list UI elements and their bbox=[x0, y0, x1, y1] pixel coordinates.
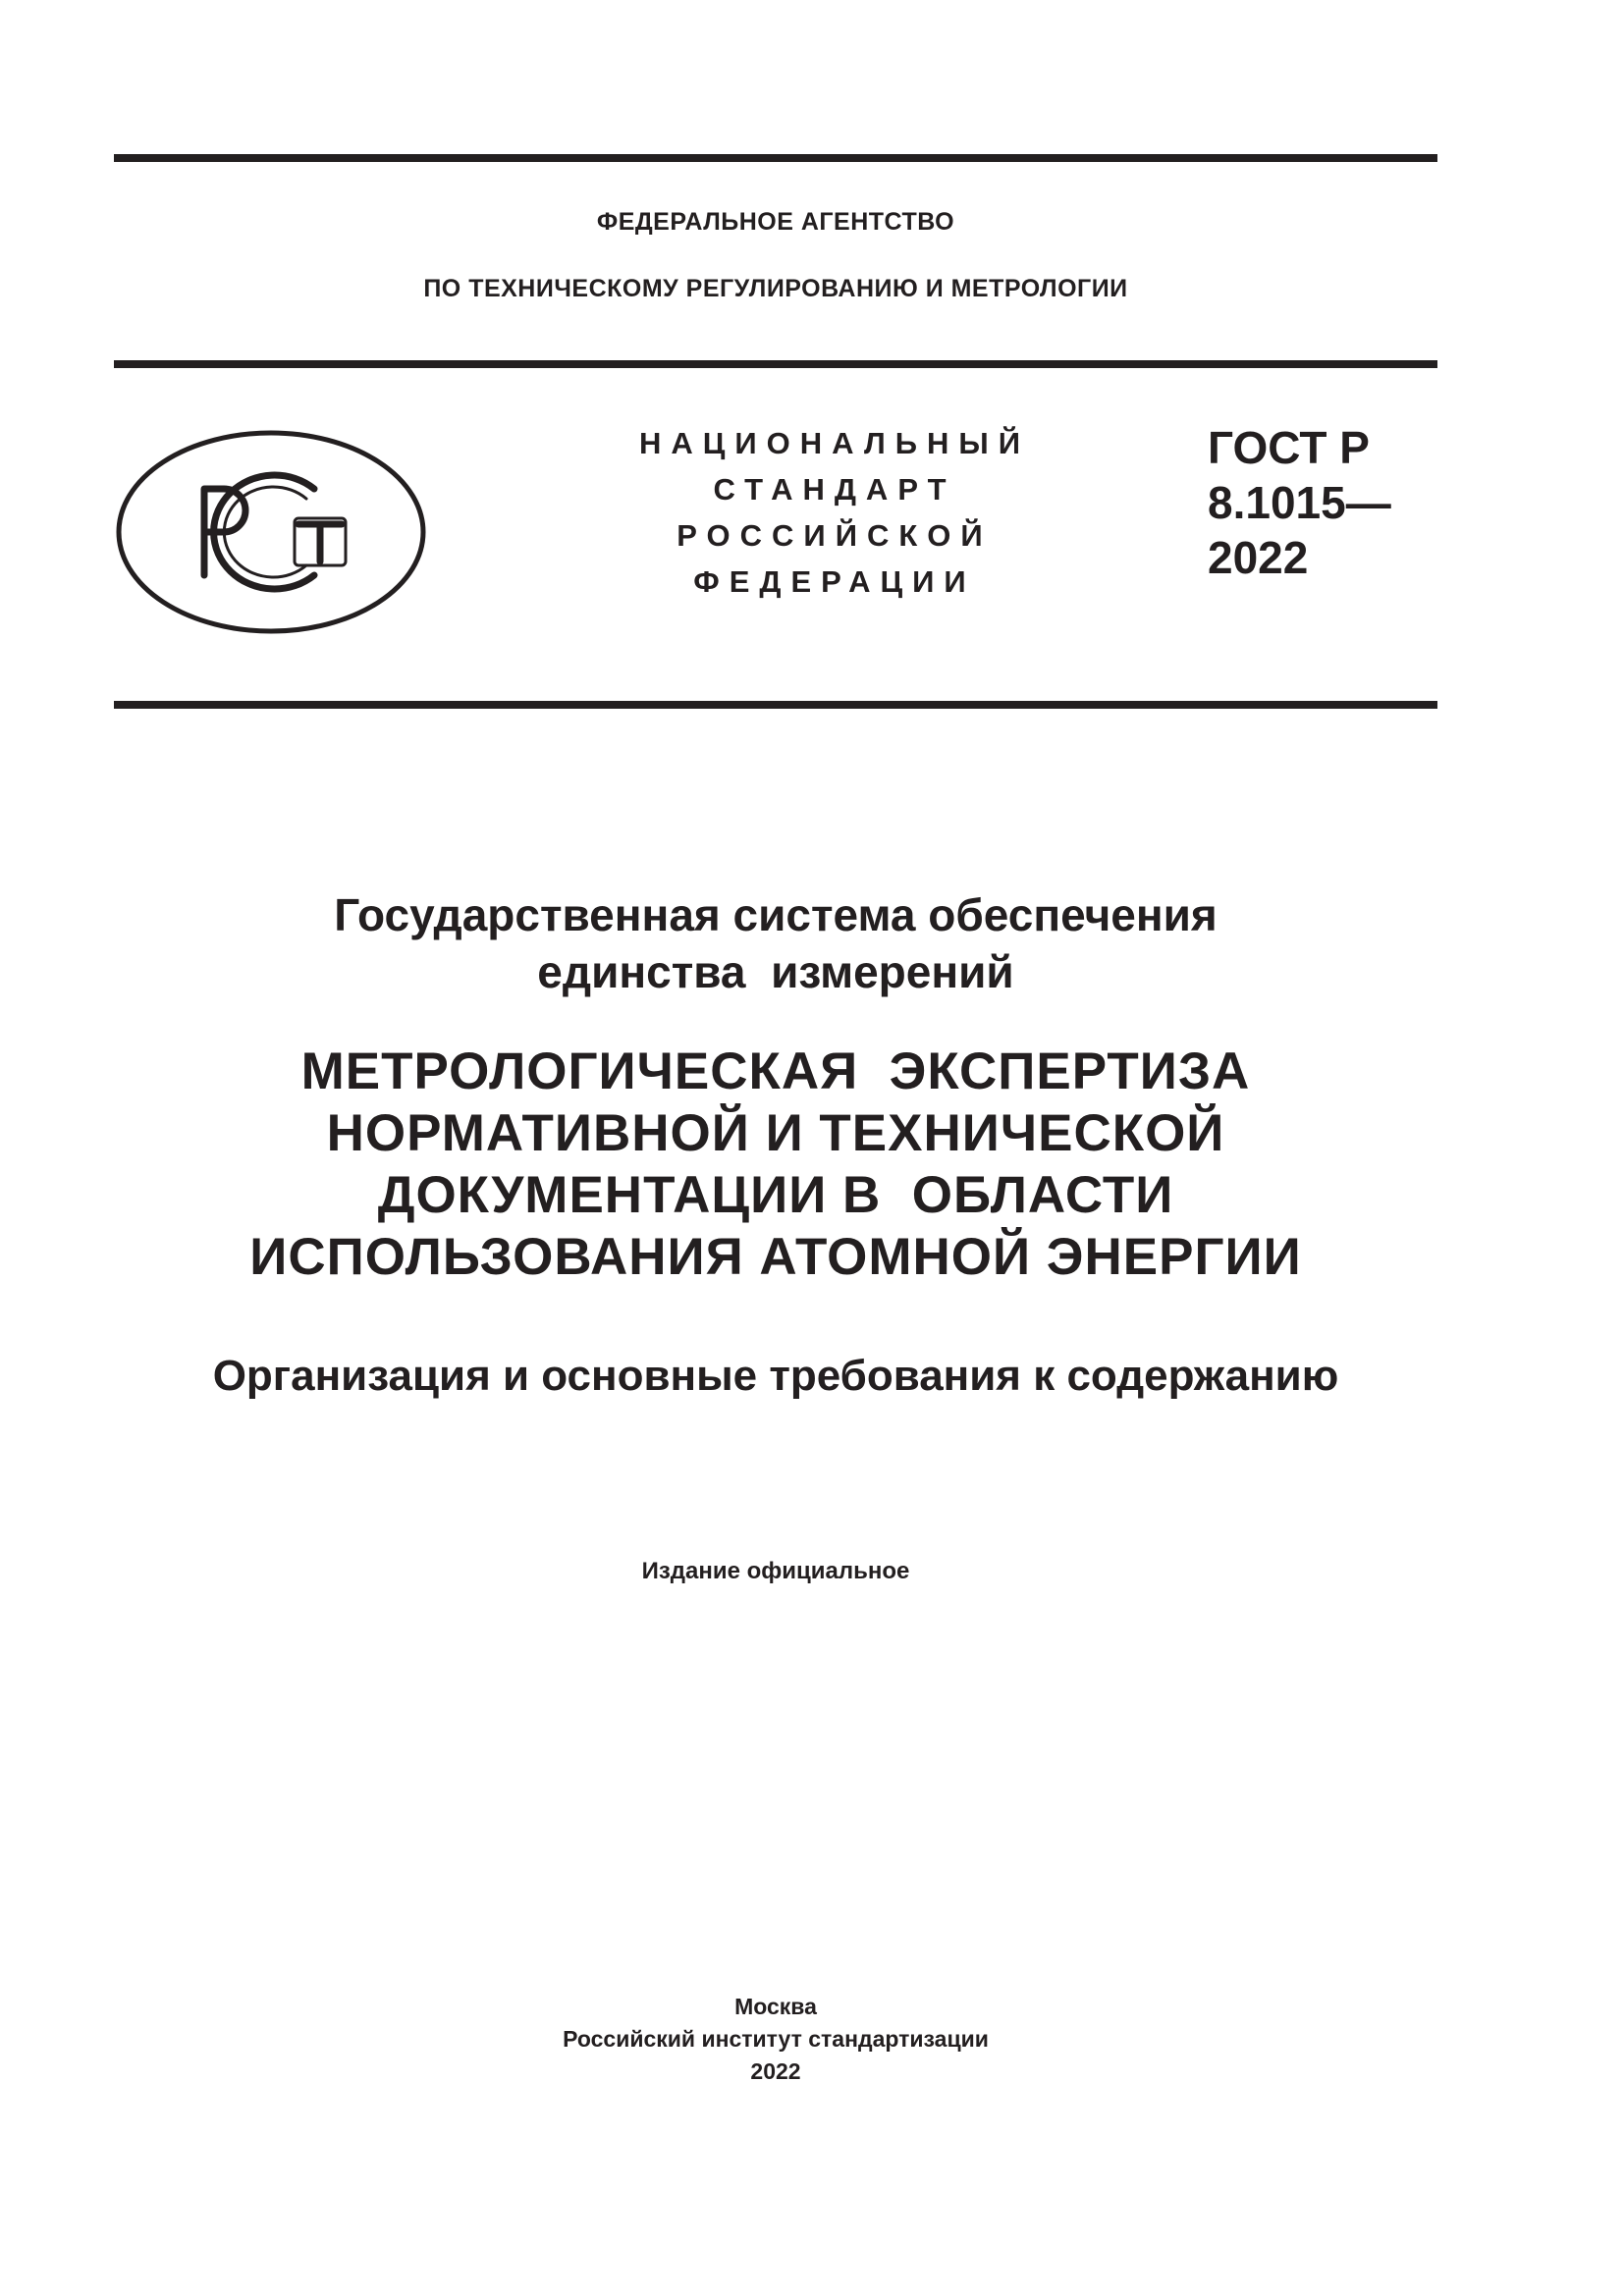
designation-line: ГОСТ Р bbox=[1208, 422, 1370, 473]
designation-line: 2022 bbox=[1208, 532, 1309, 583]
top-rule bbox=[114, 154, 1437, 162]
designation-line: 8.1015— bbox=[1208, 477, 1391, 528]
standard-type-label bbox=[589, 420, 1080, 605]
standard-type-line: РОССИЙСКОЙ bbox=[677, 518, 993, 553]
series-title bbox=[114, 886, 1437, 1000]
header-rule bbox=[114, 360, 1437, 368]
series-title-line: Государственная система обеспечения bbox=[334, 889, 1218, 940]
series-title-line: единства измерений bbox=[537, 946, 1014, 997]
main-title bbox=[114, 1041, 1437, 1288]
main-title-line: НОРМАТИВНОЙ И ТЕХНИЧЕСКОЙ bbox=[326, 1104, 1225, 1162]
standard-designation bbox=[1208, 420, 1391, 585]
agency-name-line-1: ФЕДЕРАЛЬНОЕ АГЕНТСТВО bbox=[596, 208, 955, 236]
standard-type-line: СТАНДАРТ bbox=[713, 472, 956, 507]
main-title-line: ИСПОЛЬЗОВАНИЯ АТОМНОЙ ЭНЕРГИИ bbox=[249, 1228, 1302, 1286]
standard-type-line: ФЕДЕРАЦИИ bbox=[693, 564, 976, 599]
main-title-line: МЕТРОЛОГИЧЕСКАЯ ЭКСПЕРТИЗА bbox=[300, 1042, 1251, 1100]
imprint-publisher: Российский институт стандартизации bbox=[563, 2026, 989, 2052]
rst-certification-mark-icon bbox=[114, 428, 428, 636]
main-title-line: ДОКУМЕНТАЦИИ В ОБЛАСТИ bbox=[377, 1166, 1174, 1224]
imprint bbox=[114, 1991, 1437, 2088]
title-block-rule bbox=[114, 701, 1437, 709]
agency-name-line-2: ПО ТЕХНИЧЕСКОМУ РЕГУЛИРОВАНИЮ И МЕТРОЛОГИИ bbox=[423, 275, 1128, 302]
edition-note: Издание официальное bbox=[641, 1558, 910, 1584]
imprint-year: 2022 bbox=[750, 2058, 801, 2084]
subtitle: Организация и основные требования к содержанию bbox=[212, 1352, 1339, 1400]
imprint-city: Москва bbox=[734, 1994, 817, 2019]
standard-type-line: НАЦИОНАЛЬНЫЙ bbox=[638, 426, 1031, 460]
